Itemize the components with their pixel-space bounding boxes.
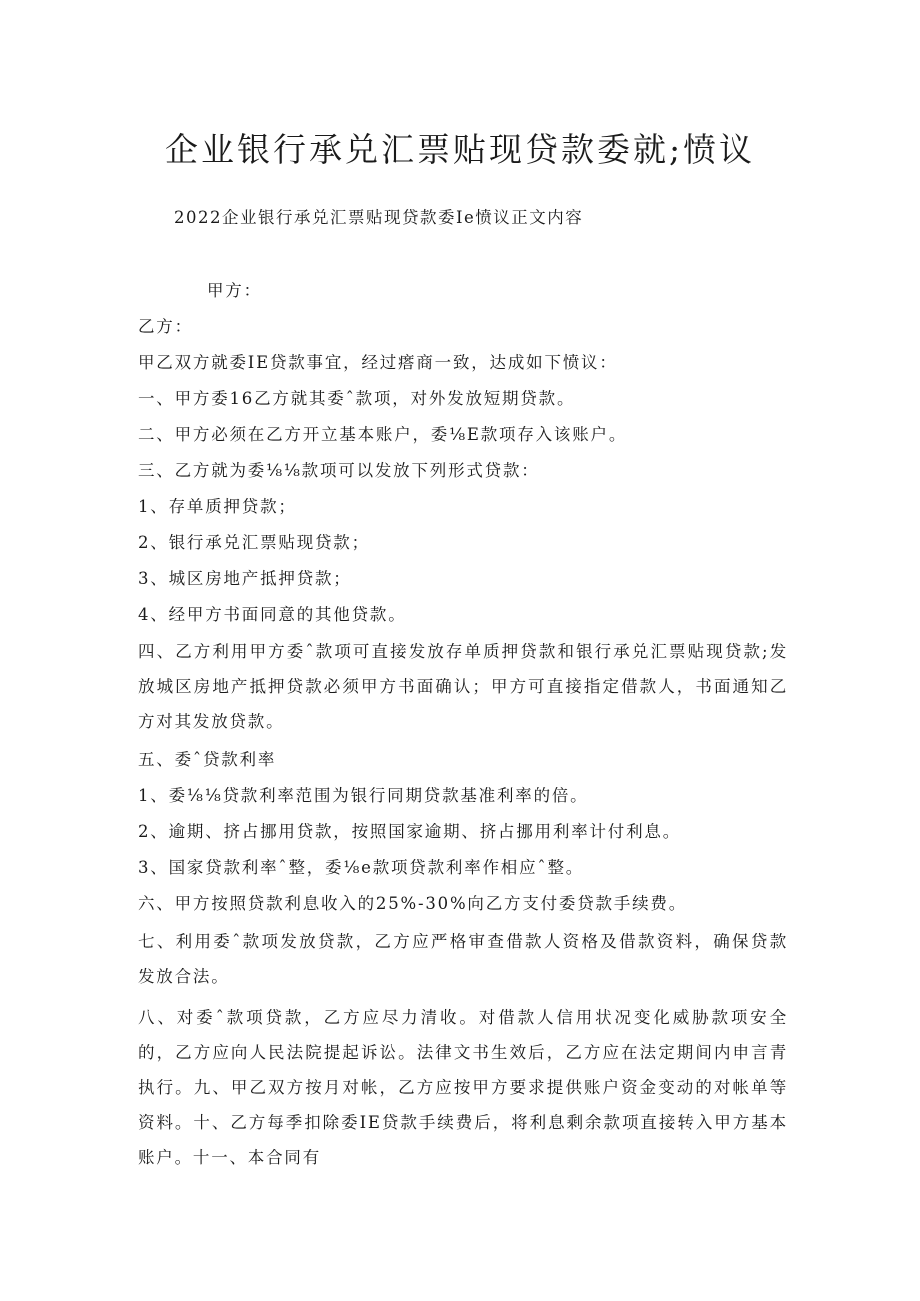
clause-2: 二、甲方必须在乙方开立基本账户，委⅛E款项存入该账户。	[138, 425, 628, 444]
party-b-line: 乙方：	[138, 317, 193, 336]
clause-3-item-2: 2、银行承兑汇票贴现贷款；	[138, 533, 370, 552]
clause-3-item-3: 3、城区房地产抵押贷款；	[138, 569, 352, 588]
clause-3-item-1: 1、存单质押贷款；	[138, 497, 297, 516]
clause-8-continuation: 八、对委ˆ款项贷款，乙方应尽力清收。对借款人信用状况变化威胁款项安全的，乙方应向人民法院提起诉讼。法律文书生效后，乙方应在法定期间内申言青执行。九、甲乙双方按月对帐，乙方应按甲方要求提供账户资金变动的对帐单等资料。十、乙方每季扣除委IE贷款手续费后，将利息剩余款项直接转入甲方基本账户。十一、本合同有	[138, 1008, 788, 1167]
clause-5-item-3: 3、国家贷款利率ˆ整，委⅛e款项贷款利率作相应ˆ整。	[138, 858, 585, 877]
clause-7: 七、利用委ˆ款项发放贷款，乙方应严格审查借款人资格及借款资料，确保贷款发放合法。	[138, 932, 788, 986]
clause-5-item-2: 2、逾期、挤占挪用贷款，按照国家逾期、挤占挪用利率计付利息。	[138, 822, 681, 841]
party-a-line: 甲方：	[207, 281, 262, 300]
document-title: 企业银行承兑汇票贴现贷款委就;愤议	[164, 130, 756, 169]
clause-5-item-1: 1、委⅛⅛贷款利率范围为银行同期贷款基准利率的倍。	[138, 786, 589, 805]
clause-5: 五、委ˆ贷款利率	[138, 750, 277, 769]
clause-4: 四、乙方利用甲方委ˆ款项可直接发放存单质押贷款和银行承兑汇票贴现贷款;发放城区房地产抵押贷款必须甲方书面确认；甲方可直接指定借款人，书面通知乙方对其发放贷款。	[138, 642, 788, 731]
document-subtitle: 2022企业银行承兑汇票贴现贷款委Ie愤议正文内容	[174, 208, 584, 227]
clause-1: 一、甲方委16乙方就其委ˆ款项，对外发放短期贷款。	[138, 389, 576, 408]
clause-3-item-4: 4、经甲方书面同意的其他贷款。	[138, 605, 407, 624]
clause-3: 三、乙方就为委⅛⅛款项可以发放下列形式贷款：	[138, 461, 540, 480]
clause-6: 六、甲方按照贷款利息收入的25%-30%向乙方支付委贷款手续费。	[138, 894, 688, 913]
intro-paragraph: 甲乙双方就委IE贷款事宜，经过瘩商一致，达成如下愤议：	[138, 353, 618, 372]
